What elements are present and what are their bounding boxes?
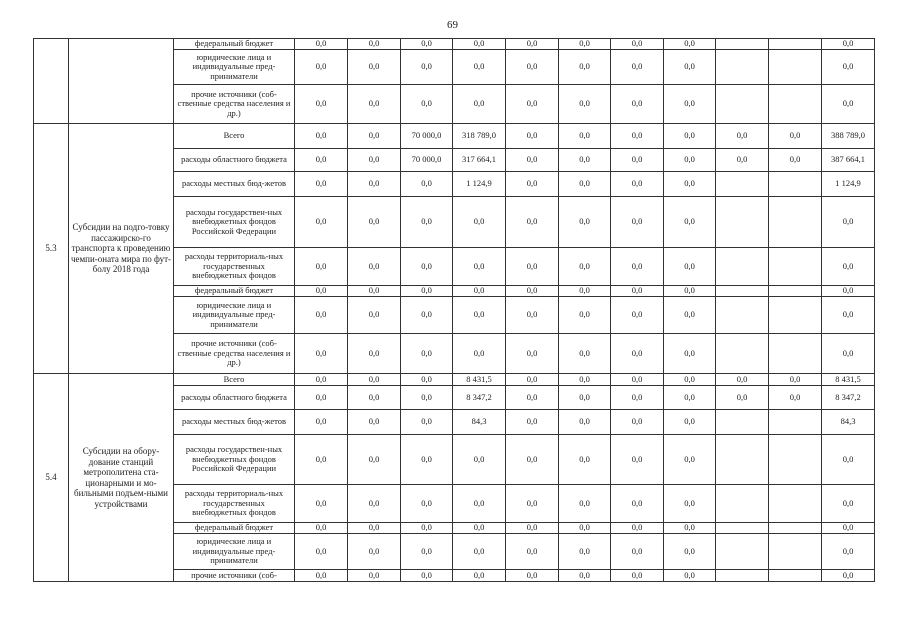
value-cell: 0,0 bbox=[664, 39, 716, 50]
value-cell: 0,0 bbox=[822, 485, 875, 523]
value-cell: 0,0 bbox=[295, 386, 348, 410]
value-cell: 0,0 bbox=[611, 248, 664, 286]
value-cell: 84,3 bbox=[453, 410, 506, 435]
value-cell: 0,0 bbox=[559, 248, 611, 286]
section-number: 5.4 bbox=[34, 374, 69, 582]
value-cell: 0,0 bbox=[401, 435, 453, 485]
value-cell: 0,0 bbox=[295, 570, 348, 582]
value-cell: 84,3 bbox=[822, 410, 875, 435]
funding-source: федеральный бюджет bbox=[174, 39, 295, 50]
section-name: Субсидии на подго-товку пассажирско-го транспорта к проведению чемпи-оната мира по фут-болу 2018 года bbox=[69, 124, 174, 374]
funding-source: юридические лица и индивидуальные пред-приниматели bbox=[174, 50, 295, 85]
value-cell: 0,0 bbox=[401, 248, 453, 286]
value-cell: 0,0 bbox=[611, 149, 664, 172]
value-cell: 0,0 bbox=[559, 523, 611, 534]
value-cell bbox=[769, 85, 822, 124]
value-cell: 0,0 bbox=[664, 197, 716, 248]
value-cell: 0,0 bbox=[401, 485, 453, 523]
value-cell: 0,0 bbox=[769, 149, 822, 172]
value-cell: 0,0 bbox=[348, 485, 401, 523]
funding-source: федеральный бюджет bbox=[174, 523, 295, 534]
value-cell: 0,0 bbox=[611, 534, 664, 570]
value-cell: 0,0 bbox=[348, 435, 401, 485]
value-cell: 0,0 bbox=[559, 410, 611, 435]
value-cell: 0,0 bbox=[611, 485, 664, 523]
value-cell bbox=[716, 297, 769, 334]
value-cell bbox=[769, 197, 822, 248]
value-cell: 8 347,2 bbox=[822, 386, 875, 410]
value-cell: 0,0 bbox=[822, 50, 875, 85]
value-cell: 0,0 bbox=[664, 124, 716, 149]
value-cell: 0,0 bbox=[453, 523, 506, 534]
value-cell: 0,0 bbox=[559, 172, 611, 197]
funding-source: юридические лица и индивидуальные пред-приниматели bbox=[174, 297, 295, 334]
value-cell: 0,0 bbox=[664, 149, 716, 172]
value-cell: 1 124,9 bbox=[453, 172, 506, 197]
value-cell: 0,0 bbox=[453, 534, 506, 570]
value-cell: 0,0 bbox=[506, 386, 559, 410]
value-cell: 0,0 bbox=[559, 297, 611, 334]
value-cell: 0,0 bbox=[822, 570, 875, 582]
value-cell: 0,0 bbox=[348, 386, 401, 410]
value-cell: 0,0 bbox=[348, 570, 401, 582]
value-cell: 0,0 bbox=[664, 485, 716, 523]
value-cell bbox=[716, 485, 769, 523]
value-cell: 0,0 bbox=[348, 374, 401, 386]
value-cell: 0,0 bbox=[295, 374, 348, 386]
value-cell: 0,0 bbox=[769, 386, 822, 410]
value-cell: 317 664,1 bbox=[453, 149, 506, 172]
value-cell: 0,0 bbox=[559, 286, 611, 297]
value-cell: 0,0 bbox=[611, 570, 664, 582]
value-cell: 0,0 bbox=[559, 485, 611, 523]
value-cell: 0,0 bbox=[506, 85, 559, 124]
value-cell: 0,0 bbox=[453, 197, 506, 248]
value-cell: 0,0 bbox=[506, 172, 559, 197]
funding-source: расходы государствен-ных внебюджетных фондов Российской Федерации bbox=[174, 435, 295, 485]
value-cell: 0,0 bbox=[664, 334, 716, 374]
value-cell: 0,0 bbox=[611, 172, 664, 197]
value-cell bbox=[716, 172, 769, 197]
value-cell: 0,0 bbox=[506, 374, 559, 386]
value-cell: 0,0 bbox=[401, 534, 453, 570]
value-cell: 0,0 bbox=[611, 374, 664, 386]
value-cell: 0,0 bbox=[716, 149, 769, 172]
value-cell: 0,0 bbox=[401, 197, 453, 248]
value-cell: 0,0 bbox=[401, 85, 453, 124]
value-cell: 0,0 bbox=[664, 523, 716, 534]
value-cell: 8 431,5 bbox=[822, 374, 875, 386]
value-cell: 0,0 bbox=[506, 197, 559, 248]
value-cell: 0,0 bbox=[348, 248, 401, 286]
value-cell: 0,0 bbox=[664, 570, 716, 582]
value-cell: 0,0 bbox=[348, 85, 401, 124]
value-cell: 0,0 bbox=[506, 149, 559, 172]
value-cell: 0,0 bbox=[295, 334, 348, 374]
value-cell: 0,0 bbox=[611, 334, 664, 374]
funding-source: федеральный бюджет bbox=[174, 286, 295, 297]
value-cell: 0,0 bbox=[348, 124, 401, 149]
section-name bbox=[69, 39, 174, 124]
value-cell bbox=[716, 410, 769, 435]
value-cell: 0,0 bbox=[401, 410, 453, 435]
value-cell bbox=[769, 172, 822, 197]
value-cell bbox=[769, 50, 822, 85]
value-cell: 0,0 bbox=[664, 435, 716, 485]
value-cell bbox=[769, 435, 822, 485]
value-cell: 0,0 bbox=[506, 50, 559, 85]
funding-source: расходы местных бюд-жетов bbox=[174, 172, 295, 197]
value-cell: 0,0 bbox=[348, 172, 401, 197]
value-cell bbox=[769, 248, 822, 286]
section-number bbox=[34, 39, 69, 124]
value-cell: 0,0 bbox=[664, 386, 716, 410]
value-cell: 0,0 bbox=[453, 50, 506, 85]
value-cell: 0,0 bbox=[295, 85, 348, 124]
value-cell: 0,0 bbox=[506, 435, 559, 485]
value-cell: 0,0 bbox=[295, 534, 348, 570]
value-cell: 0,0 bbox=[611, 523, 664, 534]
value-cell: 0,0 bbox=[506, 297, 559, 334]
value-cell: 0,0 bbox=[295, 50, 348, 85]
value-cell bbox=[716, 85, 769, 124]
value-cell: 0,0 bbox=[506, 410, 559, 435]
table-body bbox=[34, 39, 875, 582]
value-cell: 0,0 bbox=[611, 297, 664, 334]
value-cell: 0,0 bbox=[611, 197, 664, 248]
value-cell: 0,0 bbox=[401, 286, 453, 297]
value-cell: 0,0 bbox=[559, 334, 611, 374]
value-cell: 70 000,0 bbox=[401, 149, 453, 172]
value-cell: 0,0 bbox=[559, 85, 611, 124]
value-cell bbox=[769, 410, 822, 435]
value-cell: 0,0 bbox=[506, 248, 559, 286]
value-cell bbox=[716, 523, 769, 534]
value-cell: 1 124,9 bbox=[822, 172, 875, 197]
value-cell: 0,0 bbox=[559, 386, 611, 410]
value-cell: 0,0 bbox=[716, 374, 769, 386]
value-cell: 0,0 bbox=[664, 410, 716, 435]
value-cell: 0,0 bbox=[506, 523, 559, 534]
value-cell: 0,0 bbox=[822, 334, 875, 374]
funding-source: Всего bbox=[174, 124, 295, 149]
value-cell: 8 431,5 bbox=[453, 374, 506, 386]
value-cell bbox=[716, 534, 769, 570]
value-cell: 0,0 bbox=[822, 85, 875, 124]
value-cell: 0,0 bbox=[453, 286, 506, 297]
value-cell bbox=[716, 197, 769, 248]
value-cell: 0,0 bbox=[506, 485, 559, 523]
value-cell: 0,0 bbox=[822, 534, 875, 570]
value-cell: 0,0 bbox=[664, 286, 716, 297]
value-cell: 0,0 bbox=[295, 485, 348, 523]
value-cell: 0,0 bbox=[506, 286, 559, 297]
value-cell: 0,0 bbox=[401, 374, 453, 386]
value-cell: 0,0 bbox=[769, 374, 822, 386]
value-cell: 0,0 bbox=[453, 39, 506, 50]
value-cell: 0,0 bbox=[453, 435, 506, 485]
value-cell: 0,0 bbox=[348, 334, 401, 374]
funding-source: прочие источники (соб-ственные средства населения и др.) bbox=[174, 85, 295, 124]
value-cell bbox=[769, 286, 822, 297]
value-cell: 0,0 bbox=[611, 124, 664, 149]
value-cell: 0,0 bbox=[822, 523, 875, 534]
funding-source: прочие источники (соб-ственные средства населения и др.) bbox=[174, 334, 295, 374]
funding-source: расходы государствен-ных внебюджетных фондов Российской Федерации bbox=[174, 197, 295, 248]
value-cell: 387 664,1 bbox=[822, 149, 875, 172]
value-cell bbox=[769, 523, 822, 534]
value-cell: 0,0 bbox=[295, 197, 348, 248]
value-cell: 0,0 bbox=[506, 39, 559, 50]
value-cell: 0,0 bbox=[822, 197, 875, 248]
value-cell: 0,0 bbox=[453, 570, 506, 582]
value-cell: 0,0 bbox=[822, 435, 875, 485]
value-cell: 0,0 bbox=[348, 50, 401, 85]
value-cell: 0,0 bbox=[559, 435, 611, 485]
value-cell: 0,0 bbox=[506, 534, 559, 570]
value-cell: 0,0 bbox=[822, 297, 875, 334]
table-row bbox=[34, 39, 875, 50]
value-cell bbox=[769, 534, 822, 570]
value-cell: 0,0 bbox=[348, 197, 401, 248]
section-number: 5.3 bbox=[34, 124, 69, 374]
value-cell: 0,0 bbox=[401, 297, 453, 334]
value-cell: 70 000,0 bbox=[401, 124, 453, 149]
value-cell: 0,0 bbox=[348, 410, 401, 435]
value-cell: 0,0 bbox=[453, 85, 506, 124]
value-cell: 0,0 bbox=[401, 50, 453, 85]
value-cell: 0,0 bbox=[348, 149, 401, 172]
value-cell: 0,0 bbox=[401, 386, 453, 410]
value-cell: 0,0 bbox=[664, 534, 716, 570]
value-cell: 0,0 bbox=[401, 570, 453, 582]
funding-source: Всего bbox=[174, 374, 295, 386]
value-cell bbox=[716, 248, 769, 286]
funding-source: расходы территориаль-ных государственных внебюджетных фондов bbox=[174, 485, 295, 523]
value-cell: 0,0 bbox=[453, 334, 506, 374]
value-cell: 0,0 bbox=[401, 172, 453, 197]
value-cell: 0,0 bbox=[295, 172, 348, 197]
value-cell: 0,0 bbox=[453, 297, 506, 334]
value-cell: 0,0 bbox=[559, 149, 611, 172]
value-cell bbox=[716, 334, 769, 374]
value-cell bbox=[769, 485, 822, 523]
value-cell: 0,0 bbox=[664, 374, 716, 386]
value-cell: 0,0 bbox=[453, 485, 506, 523]
value-cell: 0,0 bbox=[664, 85, 716, 124]
value-cell: 0,0 bbox=[769, 124, 822, 149]
value-cell bbox=[716, 570, 769, 582]
value-cell: 0,0 bbox=[295, 149, 348, 172]
value-cell bbox=[769, 334, 822, 374]
value-cell: 0,0 bbox=[611, 386, 664, 410]
value-cell: 0,0 bbox=[401, 39, 453, 50]
value-cell: 0,0 bbox=[559, 197, 611, 248]
value-cell: 0,0 bbox=[716, 124, 769, 149]
value-cell: 0,0 bbox=[559, 374, 611, 386]
value-cell: 0,0 bbox=[295, 523, 348, 534]
value-cell bbox=[769, 39, 822, 50]
value-cell: 0,0 bbox=[611, 85, 664, 124]
value-cell bbox=[716, 435, 769, 485]
value-cell bbox=[769, 297, 822, 334]
funding-source: прочие источники (соб- bbox=[174, 570, 295, 582]
value-cell: 0,0 bbox=[664, 297, 716, 334]
value-cell: 0,0 bbox=[295, 435, 348, 485]
value-cell: 0,0 bbox=[822, 39, 875, 50]
section-name: Субсидии на обору-дование станций метрополитена ста-ционарными и мо-бильными подъем-ными устройствами bbox=[69, 374, 174, 582]
value-cell: 0,0 bbox=[664, 172, 716, 197]
value-cell: 0,0 bbox=[822, 248, 875, 286]
value-cell: 0,0 bbox=[559, 570, 611, 582]
value-cell bbox=[769, 570, 822, 582]
funding-source: расходы областного бюджета bbox=[174, 386, 295, 410]
value-cell: 0,0 bbox=[664, 248, 716, 286]
value-cell: 0,0 bbox=[295, 124, 348, 149]
value-cell: 0,0 bbox=[295, 286, 348, 297]
value-cell bbox=[716, 50, 769, 85]
value-cell: 0,0 bbox=[295, 39, 348, 50]
funding-source: юридические лица и индивидуальные пред-приниматели bbox=[174, 534, 295, 570]
page-number: 69 bbox=[447, 19, 458, 31]
value-cell bbox=[716, 286, 769, 297]
funding-source: расходы областного бюджета bbox=[174, 149, 295, 172]
value-cell: 0,0 bbox=[559, 534, 611, 570]
budget-table bbox=[33, 38, 875, 582]
value-cell: 0,0 bbox=[611, 435, 664, 485]
table-row bbox=[34, 124, 875, 149]
value-cell: 0,0 bbox=[401, 334, 453, 374]
value-cell: 318 789,0 bbox=[453, 124, 506, 149]
table-row bbox=[34, 374, 875, 386]
value-cell: 0,0 bbox=[611, 50, 664, 85]
value-cell: 8 347,2 bbox=[453, 386, 506, 410]
funding-source: расходы местных бюд-жетов bbox=[174, 410, 295, 435]
value-cell: 0,0 bbox=[506, 570, 559, 582]
value-cell: 0,0 bbox=[716, 386, 769, 410]
value-cell: 0,0 bbox=[559, 39, 611, 50]
value-cell: 0,0 bbox=[348, 534, 401, 570]
value-cell: 0,0 bbox=[506, 334, 559, 374]
value-cell: 0,0 bbox=[295, 297, 348, 334]
value-cell: 0,0 bbox=[348, 286, 401, 297]
value-cell: 0,0 bbox=[664, 50, 716, 85]
value-cell bbox=[716, 39, 769, 50]
funding-source: расходы территориаль-ных государственных внебюджетных фондов bbox=[174, 248, 295, 286]
value-cell: 0,0 bbox=[611, 410, 664, 435]
value-cell: 0,0 bbox=[348, 39, 401, 50]
value-cell: 0,0 bbox=[559, 124, 611, 149]
value-cell: 0,0 bbox=[559, 50, 611, 85]
value-cell: 0,0 bbox=[611, 39, 664, 50]
value-cell: 0,0 bbox=[506, 124, 559, 149]
value-cell: 0,0 bbox=[822, 286, 875, 297]
value-cell: 0,0 bbox=[295, 410, 348, 435]
value-cell: 0,0 bbox=[348, 523, 401, 534]
value-cell: 0,0 bbox=[295, 248, 348, 286]
value-cell: 388 789,0 bbox=[822, 124, 875, 149]
value-cell: 0,0 bbox=[348, 297, 401, 334]
value-cell: 0,0 bbox=[453, 248, 506, 286]
value-cell: 0,0 bbox=[401, 523, 453, 534]
value-cell: 0,0 bbox=[611, 286, 664, 297]
